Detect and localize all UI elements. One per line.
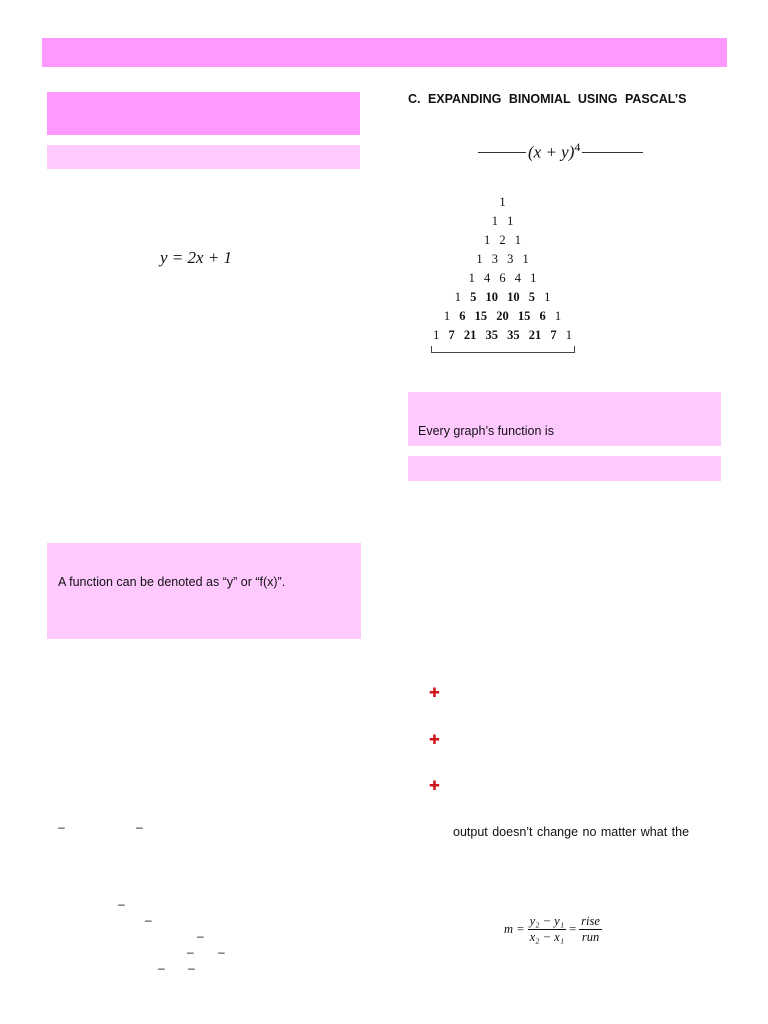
triangle-bracket [431,346,575,353]
minus-mark: – [197,929,204,943]
cross-bullet-icon: ✚ [429,732,440,747]
binomial-exponent: 4 [574,140,581,154]
slope-lhs: m = [504,921,525,936]
pascal-row [400,271,605,286]
slope-fraction-2 [579,914,602,945]
pascal-entry: 6 [499,271,506,285]
pascal-entry: 1 [433,328,440,342]
pascal-entry: 10 [507,290,520,304]
pascal-row [400,309,605,324]
pascal-entry: 1 [507,214,514,228]
minus-mark: – [136,820,143,834]
pascal-entry: 1 [491,214,498,228]
pascal-entry: 1 [499,195,506,209]
pascal-entry: 15 [517,309,531,323]
pascal-entry: 3 [491,252,498,266]
minus-mark: – [58,820,65,834]
pascal-entry: 35 [507,328,520,342]
left-subheading-box [47,145,360,169]
pascal-entry: 6 [539,309,546,323]
section-title: C. EXPANDING BINOMIAL USING PASCAL’S [408,92,687,106]
cross-bullet-icon: ✚ [429,685,440,700]
minus-mark: – [218,945,225,959]
left-heading-box [47,92,360,135]
pascal-entry: 1 [522,252,529,266]
binomial-expression [478,140,643,164]
minus-mark: – [118,897,125,911]
pascal-entry: 1 [468,271,475,285]
pascal-entry: 15 [474,309,488,323]
pascal-entry: 21 [463,328,477,342]
slope-numerator: y₂ − y₁ [529,913,565,928]
binomial-base: (x + y) [528,142,575,162]
graph-note: Every graph’s function is [418,424,554,438]
slope-equals: = [569,921,577,936]
pascal-entry: 1 [544,290,551,304]
minus-mark: – [145,913,152,927]
minus-mark: – [188,961,195,975]
pascal-entry: 7 [550,328,557,342]
pascal-row [400,233,605,248]
pascal-row [400,290,605,305]
function-note: A function can be denoted as “y” or “f(x)”. [58,575,286,589]
run-label: run [581,929,600,944]
cross-bullet-icon: ✚ [429,778,440,793]
function-note-box [47,543,361,639]
minus-mark: – [158,961,165,975]
pascal-entry: 35 [485,328,498,342]
right-subheading-box [408,456,721,481]
pascal-entry: 2 [499,233,506,247]
pascal-entry: 3 [507,252,514,266]
slope-fraction-1 [528,914,566,945]
pascal-entry: 1 [565,328,572,342]
pascal-row [400,195,605,210]
output-note: output doesn’t change no matter what the [453,825,690,839]
pascal-entry: 5 [528,290,535,304]
pascal-entry: 20 [496,309,509,323]
pascal-entry: 1 [476,252,483,266]
pascal-row [400,252,605,267]
pascal-entry: 4 [484,271,491,285]
pascal-entry: 1 [484,233,491,247]
slope-denominator: x₂ − x₁ [529,929,565,944]
pascal-entry: 1 [554,309,562,323]
minus-mark: – [187,945,194,959]
pascal-entry: 6 [459,309,466,323]
pascal-entry: 1 [454,290,461,304]
pascal-entry: 1 [514,233,521,247]
pascal-entry: 10 [485,290,498,304]
pascal-entry: 21 [528,328,542,342]
header-band [42,38,727,67]
pascal-entry: 5 [470,290,477,304]
pascal-row [400,328,605,343]
slope-formula [504,911,602,947]
rise-label: rise [581,913,600,928]
pascal-entry: 1 [530,271,537,285]
pascal-entry: 4 [514,271,521,285]
pascal-entry: 1 [443,309,451,323]
linear-equation: y = 2x + 1 [160,248,233,267]
pascal-row [400,214,605,229]
pascal-entry: 7 [448,328,455,342]
